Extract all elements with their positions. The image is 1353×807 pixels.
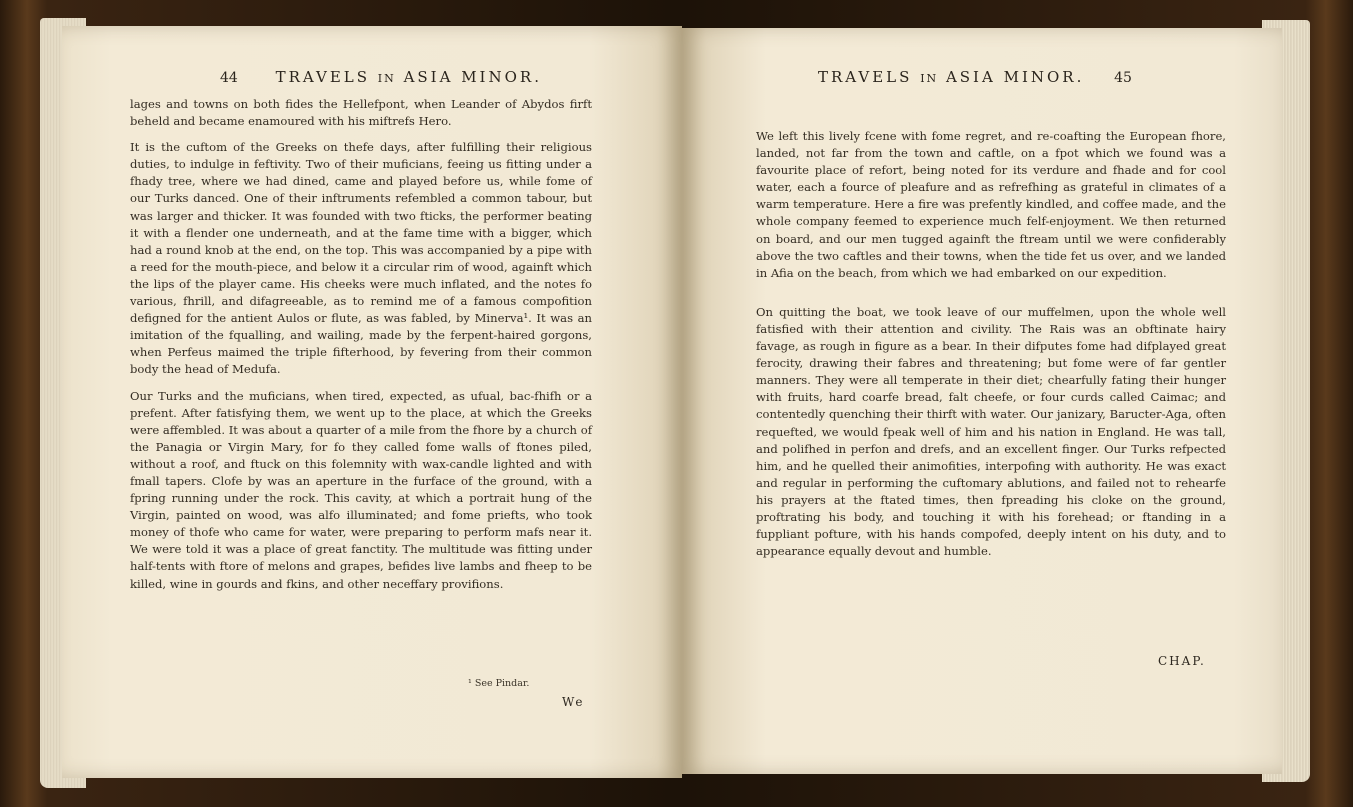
left-catchword: We bbox=[562, 695, 585, 709]
left-head-in: IN bbox=[377, 72, 396, 85]
right-page-number: 45 bbox=[1114, 70, 1132, 86]
right-body-text bbox=[756, 128, 1226, 560]
left-running-head bbox=[220, 68, 542, 86]
left-head-asia-minor: ASIA MINOR. bbox=[403, 68, 542, 86]
right-paragraph: On quitting the boat, we took leave of our muffelmen, upon the whole well fatisfied with their attention and civility. The Rais was an obftinate hairy favage, as rough in figure as a bear. In their difputes fome had difplayed great ferocity, drawing their fabres and threatening; but fome were of far gentler manners. They were all temperate in their diet; chearfully fating their hunger with fruits, hard coarfe bread, falt cheefe, or four curds called Caimac; and contentedly quenching their thirft with water. Our janizary, Baructer-Aga, often requefted, we would fpeak well of him and his nation in England. He was tall, and polifhed in perfon and drefs, and an excellent finger. Our Turks refpected him, and he quelled their animofities, interpofing with authority. He was exact and regular in performing the cuftomary ablutions, and failed not to rehearfe his prayers at the ftated times, then fpreading his cloke on the ground, proftrating his body, and touching it with his forehead; or ftanding in a fuppliant pofture, with his hands compofed, deeply intent on his duty, and to appearance equally devout and humble. bbox=[756, 304, 1226, 559]
left-paragraph: lages and towns on both fides the Hellefpont, when Leander of Abydos firft beheld and became enamoured with his miftrefs Hero. bbox=[130, 97, 592, 129]
right-head-asia-minor: ASIA MINOR. bbox=[945, 68, 1085, 86]
right-head-travels: TRAVELS bbox=[818, 68, 913, 86]
right-head-in: IN bbox=[920, 72, 939, 85]
left-body-text bbox=[130, 96, 592, 593]
left-footnote: ¹ See Pindar. bbox=[468, 678, 530, 689]
right-catchword: CHAP. bbox=[1158, 654, 1206, 668]
left-paragraph: Our Turks and the muficians, when tired, expected, as ufual, bac-fhifh or a prefent. After fatisfying them, we went up to the place, at which the Greeks were affembled. It was about a quarter of a mile from the fhore by a church of the Panagia or Virgin Mary, for fo they called fome walls of ftones piled, without a roof, and ftuck on this folemnity with wax-candle lighted and with fmall tapers. Clofe by was an aperture in the furface of the ground, with a fpring running under the rock. This cavity, at which a portrait hung of the Virgin, painted on wood, was alfo illuminated; and fome priefts, who took money of thofe who came for water, were preparing to perform mafs near it. We were told it was a place of great fanctity. The multitude was fitting under half-tents with ftore of melons and grapes, befides live lambs and fheep to be killed, wine in gourds and fkins, and other neceffary provifions. bbox=[130, 388, 592, 591]
right-running-head bbox=[818, 68, 1132, 86]
right-paragraph: We left this lively fcene with fome regret, and re-coafting the European fhore, landed, not far from the town and caftle, on a fpot which we found was a favourite place of refort, being noted for its verdure and fhade and for cool water, each a fource of pleafure and as refrefhing as grateful in climates of a warm temperature. Here a fire was prefently kindled, and coffee made, and the whole company feemed to experience much felf-enjoyment. We then returned on board, and our men tugged againft the ftream until we were confiderably above the two caftles and their towns, when the tide fet us over, and we landed in Afia on the beach, from which we had embarked on our expedition. bbox=[756, 129, 1226, 280]
left-paragraph: It is the cuftom of the Greeks on thefe days, after fulfilling their religious duties, to indulge in feftivity. Two of their muficians, feeing us fitting under a fhady tree, where we had dined, came and played before us, while fome of our Turks danced. One of their inftruments refembled a common tabour, but was larger and thicker. It was founded with two fticks, the performer beating it with a flender one underneath, and at the fame time with a bigger, which had a round knob at the end, on the top. This was accompanied by a pipe with a reed for the mouth-piece, and below it a circular rim of wood, againft which the lips of the player came. His cheeks were much inflated, and the notes fo various, fhrill, and difagreeable, as to remind me of a famous compofition defigned for the antient Aulos or flute, as was fabled, by Minerva¹. It was an imitation of the fqualling, and wailing, made by the ferpent-haired gorgons, when Perfeus maimed the triple fifterhood, by fevering from their common body the head of Medufa. bbox=[130, 140, 592, 377]
left-head-travels: TRAVELS bbox=[275, 68, 371, 86]
left-page-number: 44 bbox=[220, 70, 238, 86]
